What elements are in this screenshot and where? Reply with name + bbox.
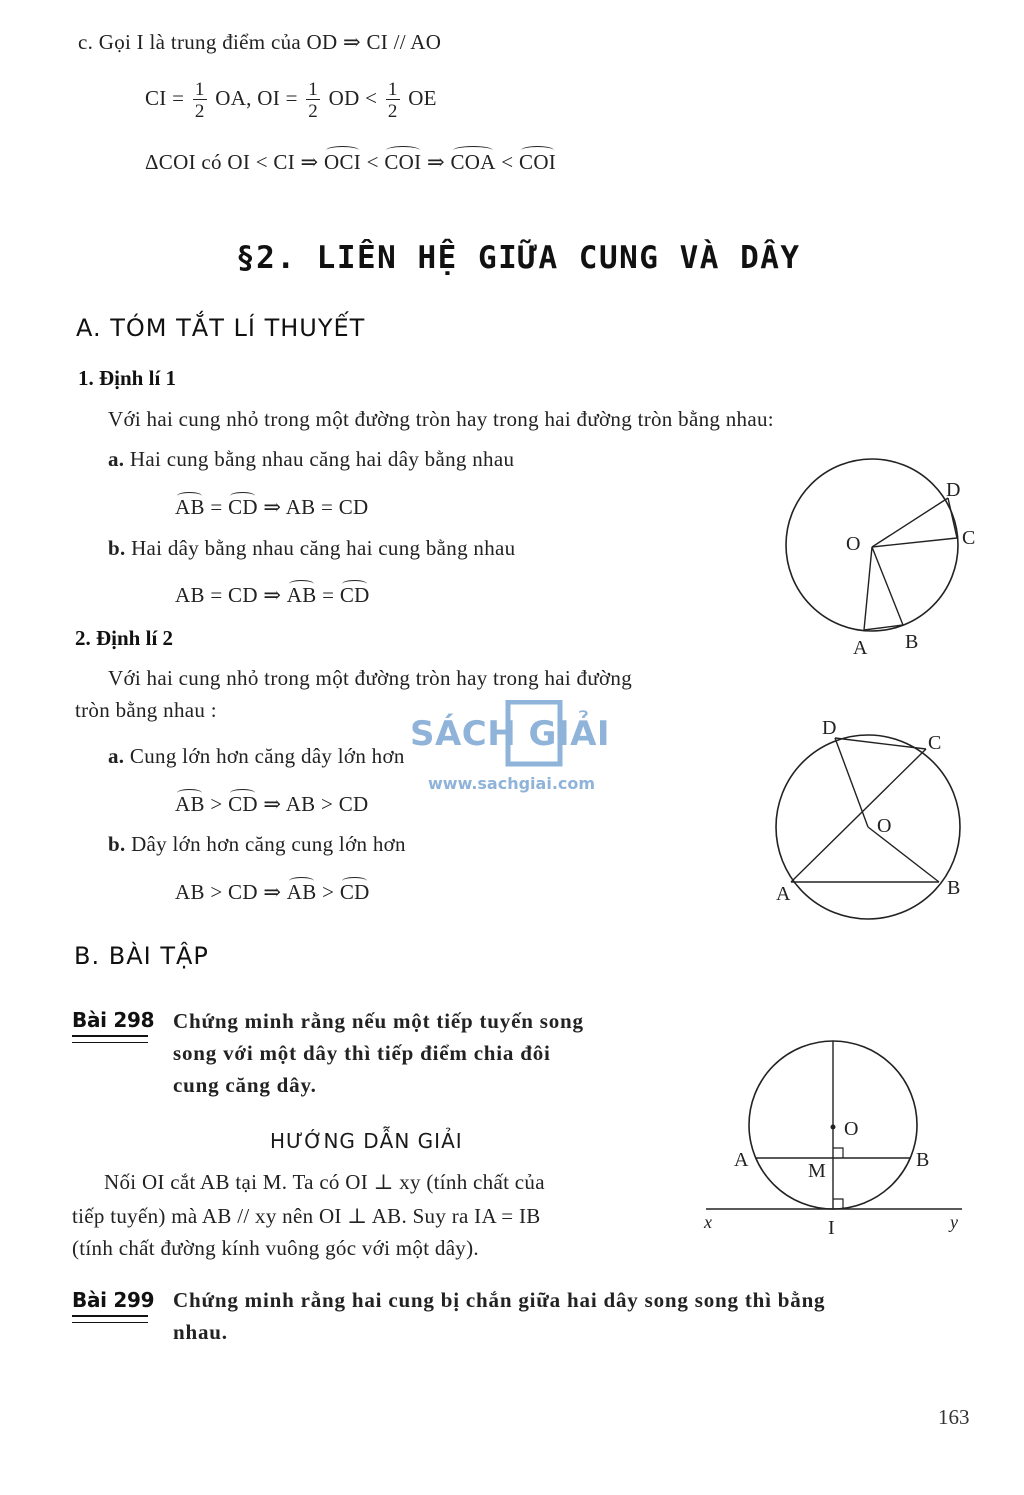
angle-coi: COI [519, 150, 557, 174]
right-angle-m [833, 1148, 843, 1158]
radius-od [835, 738, 868, 827]
theorem-1-a-formula: AB = CD ⇒ AB = CD [175, 495, 369, 519]
exercise-298-underline [72, 1035, 148, 1043]
arc-cd: CD [339, 583, 370, 607]
angle-coi: COI [384, 150, 422, 174]
solution-heading: HƯỚNG DẪN GIẢI [270, 1129, 463, 1153]
circle [786, 459, 961, 631]
label-x: x [704, 1212, 712, 1232]
right-angle-i [833, 1199, 843, 1209]
radius-oa [864, 547, 872, 630]
figure-theorem-2 [765, 712, 995, 927]
page-title: §2. LIÊN HỆ GIỮA CUNG VÀ DÂY [236, 240, 801, 276]
intro-line-c: c. Gọi I là trung điểm của OD ⇒ CI // AO [78, 30, 442, 54]
exercise-299-text-2: nhau. [173, 1320, 228, 1344]
fraction-half: $\frac{1}{2}$ [194, 78, 205, 122]
fraction-half: $\frac{1}{2}$ [308, 78, 319, 122]
label-a: A [776, 883, 791, 905]
theorem-1-b-formula: AB = CD ⇒ AB = CD [175, 583, 370, 607]
label-m: M [808, 1160, 826, 1182]
watermark-url: www.sachgiai.com [428, 774, 596, 793]
angle-oci: OCI [324, 150, 362, 174]
watermark-logo [410, 700, 615, 793]
label-b: B [905, 631, 919, 653]
theorem-2-title: 2. Định lí 2 [75, 626, 174, 650]
theorem-2-intro-2: tròn bằng nhau : [75, 698, 217, 722]
label-o: O [844, 1118, 859, 1140]
label-c: C [962, 527, 976, 549]
solution-line-3: (tính chất đường kính vuông góc với một dây). [72, 1236, 479, 1260]
exercise-299-label: Bài 299 [72, 1288, 155, 1312]
arc-cd: CD [228, 792, 258, 816]
exercise-299-text-1: Chứng minh rằng hai cung bị chắn giữa hai dây song song thì bằng [173, 1288, 826, 1312]
label-b: B [916, 1149, 930, 1171]
label-d: D [946, 479, 961, 501]
arc-ab: AB [286, 880, 317, 904]
chord-cd [948, 498, 957, 538]
theorem-2-a-formula: AB > CD ⇒ AB > CD [175, 792, 369, 816]
exercise-298-label: Bài 298 [72, 1008, 155, 1032]
arc-ab: AB [286, 583, 317, 607]
fraction-half: $\frac{1}{2}$ [387, 78, 398, 122]
exercise-298-text-1: Chứng minh rằng nếu một tiếp tuyến song [173, 1009, 584, 1033]
label-i: I [828, 1217, 835, 1239]
theorem-2-b: b. Dây lớn hơn căng cung lớn hơn [108, 832, 406, 856]
intro-line-2: CI = $\frac{1}{2}$ OA, OI = $\frac{1}{2}$ OD < $\frac{1}{2}$ OE [145, 78, 437, 122]
exercise-298-text-2: song với một dây thì tiếp điểm chia đôi [173, 1041, 551, 1065]
angle-coa: COA [450, 150, 496, 174]
theorem-2-b-formula: AB > CD ⇒ AB > CD [175, 880, 370, 904]
center-point [831, 1125, 836, 1130]
exercise-299-underline [72, 1315, 148, 1323]
theorem-1-intro: Với hai cung nhỏ trong một đường tròn hay trong hai đường tròn bằng nhau: [108, 407, 774, 431]
label-b: B [947, 877, 961, 899]
figure-theorem-1 [770, 450, 1000, 665]
segment-ac [791, 749, 926, 882]
arc-ab: AB [175, 495, 205, 519]
solution-line-2: tiếp tuyến) mà AB // xy nên OI ⊥ AB. Suy ra IA = IB [72, 1204, 541, 1228]
theorem-1-b: b. Hai dây bằng nhau căng hai cung bằng nhau [108, 536, 516, 560]
theorem-2-intro-1: Với hai cung nhỏ trong một đường tròn hay trong hai đường [108, 666, 633, 690]
figure-exercise-298 [700, 1035, 970, 1240]
arc-cd: CD [228, 495, 258, 519]
theorem-2-a: a. Cung lớn hơn căng dây lớn hơn [108, 744, 405, 768]
intro-line-3: ΔCOI có OI < CI ⇒ OCI < COI ⇒ COA < COI [145, 150, 557, 174]
label-a: A [734, 1149, 749, 1171]
watermark-brand: SÁCH GIẢI [410, 714, 611, 754]
label-d: D [822, 717, 837, 739]
label-y: y [950, 1212, 958, 1232]
solution-line-1: Nối OI cắt AB tại M. Ta có OI ⊥ xy (tính chất của [104, 1170, 545, 1194]
section-a-heading: A. TÓM TẮT LÍ THUYẾT [76, 314, 366, 342]
label-a: A [853, 637, 868, 659]
chord-cd [835, 738, 926, 749]
label-c: C [928, 732, 942, 754]
arc-cd: CD [339, 880, 370, 904]
section-b-heading: B. BÀI TẬP [74, 942, 209, 970]
label-o: O [846, 533, 861, 555]
theorem-1-a: a. Hai cung bằng nhau căng hai dây bằng nhau [108, 447, 515, 471]
label-o: O [877, 815, 892, 837]
arc-ab: AB [175, 792, 205, 816]
exercise-298-text-3: cung căng dây. [173, 1073, 317, 1097]
radius-ob [872, 547, 903, 625]
page-number: 163 [938, 1405, 970, 1429]
theorem-1-title: 1. Định lí 1 [78, 366, 177, 390]
